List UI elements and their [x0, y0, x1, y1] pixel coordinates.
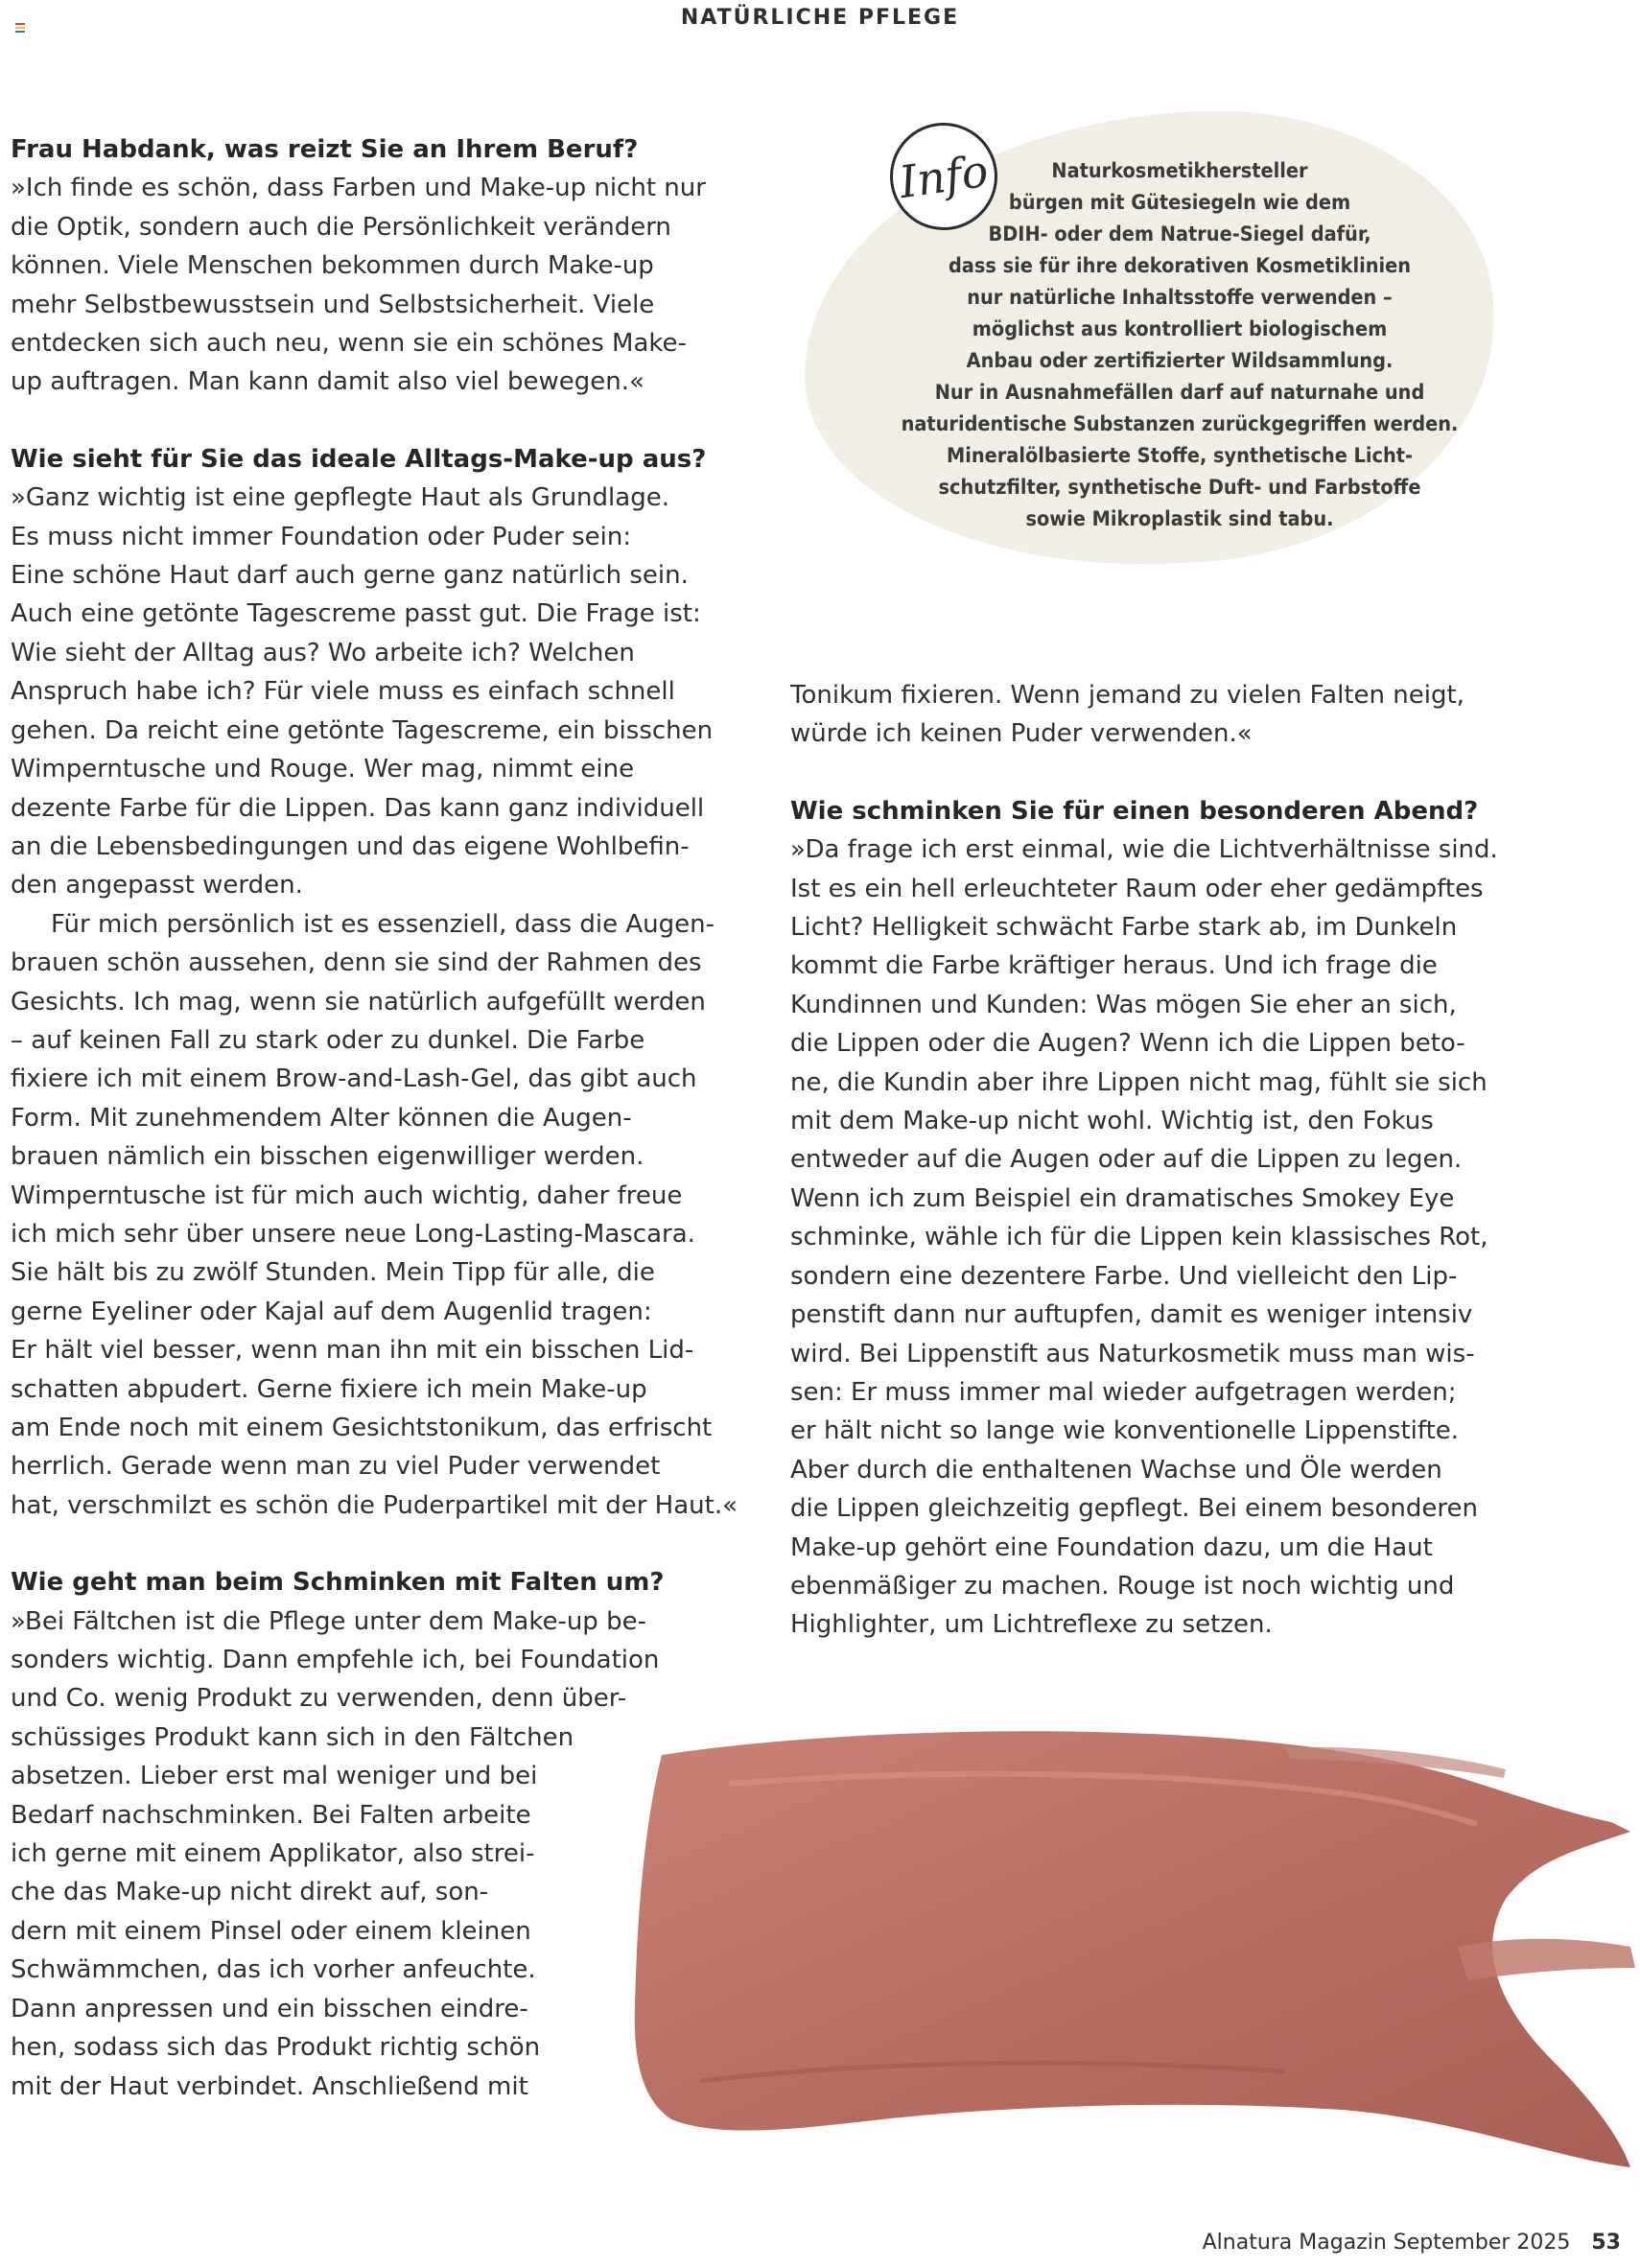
info-line: Nur in Ausnahmefällen darf auf naturnahe und — [934, 381, 1425, 405]
lipstick-swatch — [614, 1717, 1640, 2196]
answer-line: sondern eine dezentere Farbe. Und vielleicht den Lip- — [790, 1261, 1458, 1291]
info-line: naturidentische Substanzen zurückgegriffen werden. — [901, 412, 1459, 436]
answer-line: fixiere ich mit einem Brow-and-Lash-Gel, das gibt auch — [11, 1064, 697, 1094]
answer-line: Gesichts. Ich mag, wenn sie natürlich aufgefüllt werden — [11, 987, 706, 1017]
answer-line: up auftragen. Man kann damit also viel bewegen.« — [11, 367, 644, 397]
right-column — [790, 676, 1519, 1683]
info-line: dass sie für ihre dekorativen Kosmetiklinien — [948, 254, 1412, 278]
answer-line: – auf keinen Fall zu stark oder zu dunkel. Die Farbe — [11, 1025, 645, 1055]
info-line: sowie Mikroplastik sind tabu. — [1025, 507, 1334, 531]
answer-line: »Da frage ich erst einmal, wie die Lichtverhältnisse sind. — [790, 835, 1498, 865]
answer-line: schatten abpudert. Gerne fixiere ich mein Make-up — [11, 1374, 647, 1404]
answer-line: Sie hält bis zu zwölf Stunden. Mein Tipp für alle, die — [11, 1258, 655, 1288]
answer-line: können. Viele Menschen bekommen durch Make-up — [11, 251, 654, 281]
answer-line: entweder auf die Augen oder auf die Lippen zu legen. — [790, 1145, 1463, 1175]
answer-line: ebenmäßiger zu machen. Rouge ist noch wichtig und — [790, 1571, 1455, 1601]
answer-line: dern mit einem Pinsel oder einem kleinen — [11, 1916, 531, 1946]
answer-line: absetzen. Lieber erst mal weniger und bei — [11, 1762, 538, 1791]
info-line: Anbau oder zertifizierter Wildsammlung. — [966, 349, 1394, 373]
answer-line: Wenn ich zum Beispiel ein dramatisches Smokey Eye — [790, 1183, 1455, 1213]
info-badge-icon: Info — [883, 116, 1004, 237]
info-line: möglichst aus kontrolliert biologischem — [972, 317, 1388, 341]
answer-line: sen: Er muss immer mal wieder aufgetragen werden; — [790, 1377, 1457, 1407]
answer-line: che das Make-up nicht direkt auf, son- — [11, 1878, 489, 1907]
qa-block-beruf — [11, 130, 739, 402]
answer-line: Es muss nicht immer Foundation oder Puder sein: — [11, 522, 632, 551]
answer-line: Highlighter, um Lichtreflexe zu setzen. — [790, 1610, 1273, 1640]
swatch-smear-right — [1458, 1939, 1635, 1980]
answer-line: mit dem Make-up nicht wohl. Wichtig ist, den Fokus — [790, 1107, 1434, 1136]
answer-line: Wimperntusche und Rouge. Wer mag, nimmt eine — [11, 755, 635, 784]
answer-line: entdecken sich auch neu, wenn sie ein schönes Make- — [11, 329, 687, 359]
answer-line: Ist es ein hell erleuchteter Raum oder eher gedämpftes — [790, 874, 1484, 903]
answer-line: brauen nämlich ein bisschen eigenwilliger werden. — [11, 1142, 644, 1172]
answer-line: die Lippen oder die Augen? Wenn ich die Lippen beto- — [790, 1029, 1465, 1059]
answer-line: Tonikum fixieren. Wenn jemand zu vielen Falten neigt, — [790, 681, 1464, 710]
answer-line: Aber durch die enthaltenen Wachse und Öle werden — [790, 1455, 1442, 1485]
answer-line: hat, verschmilzt es schön die Puderpartikel mit der Haut.« — [11, 1490, 738, 1520]
question-heading: Wie geht man beim Schminken mit Falten um? — [11, 1568, 665, 1598]
answer-line: er hält nicht so lange wie konventionelle Lippenstifte. — [790, 1416, 1460, 1446]
magazine-title: Alnatura Magazin September 2025 — [1202, 2231, 1571, 2255]
qa-block-abend — [790, 792, 1519, 1645]
answer-line: sonders wichtig. Dann empfehle ich, bei Foundation — [11, 1646, 660, 1675]
page-number: 53 — [1591, 2231, 1621, 2255]
page-footer — [1203, 2231, 1621, 2255]
answer-line: »Ich finde es schön, dass Farben und Make-up nicht nur — [11, 174, 706, 203]
answer-line: wird. Bei Lippenstift aus Naturkosmetik muss man wis- — [790, 1339, 1475, 1368]
info-line: Naturkosmetikhersteller — [1051, 159, 1308, 183]
answer-line: Schwämmchen, das ich vorher anfeuchte. — [11, 1955, 536, 1985]
answer-line: Make-up gehört eine Foundation dazu, um die Haut — [790, 1532, 1433, 1562]
answer-line: und Co. wenig Produkt zu verwenden, denn über- — [11, 1684, 627, 1714]
answer-line: ich gerne mit einem Applikator, also strei- — [11, 1839, 535, 1869]
answer-line: an die Lebensbedingungen und das eigene Wohlbefin- — [11, 831, 690, 861]
menu-bar-blue — [15, 31, 25, 33]
answer-line: mehr Selbstbewusstsein und Selbstsicherheit. Viele — [11, 290, 655, 319]
answer-line: Licht? Helligkeit schwächt Farbe stark ab, im Dunkeln — [790, 913, 1458, 943]
section-label: NATÜRLICHE PFLEGE — [680, 6, 960, 30]
answer-line: mit der Haut verbindet. Anschließend mit — [11, 2071, 528, 2101]
answer-line: ich mich sehr über unsere neue Long-Lasting-Mascara. — [11, 1219, 695, 1249]
answer-line: Anspruch habe ich? Für viele muss es einfach schnell — [11, 677, 675, 707]
answer-line: Dann anpressen und ein bisschen eindre- — [11, 1994, 528, 2023]
answer-line: brauen schön aussehen, denn sie sind der Rahmen des — [11, 948, 702, 978]
answer-line: Für mich persönlich ist es essenziell, dass die Augen- — [51, 909, 715, 939]
answer-line: Form. Mit zunehmendem Alter können die Augen- — [11, 1103, 632, 1133]
qa-block-alltag — [11, 440, 739, 1525]
answer-line: Wie sieht der Alltag aus? Wo arbeite ich? Welchen — [11, 638, 635, 667]
answer-line: hen, sodass sich das Produkt richtig schön — [11, 2033, 541, 2063]
answer-line: würde ich keinen Puder verwenden.« — [790, 719, 1253, 749]
answer-line: die Optik, sondern auch die Persönlichkeit verändern — [11, 212, 671, 242]
answer-line: Auch eine getönte Tagescreme passt gut. Die Frage ist: — [11, 599, 701, 629]
question-heading: Frau Habdank, was reizt Sie an Ihrem Beruf? — [11, 135, 639, 164]
answer-line: Er hält viel besser, wenn man ihn mit ein bisschen Lid- — [11, 1336, 694, 1366]
question-heading: Wie schminken Sie für einen besonderen Abend? — [790, 796, 1479, 826]
answer-line: Eine schöne Haut darf auch gerne ganz natürlich sein. — [11, 561, 689, 591]
answer-line: Wimperntusche ist für mich auch wichtig, daher freue — [11, 1181, 683, 1210]
answer-line: schminke, wähle ich für die Lippen kein klassisches Rot, — [790, 1223, 1488, 1252]
answer-line: »Ganz wichtig ist eine gepflegte Haut als Grundlage. — [11, 483, 669, 513]
info-line: BDIH- oder dem Natrue-Siegel dafür, — [988, 222, 1371, 246]
info-line: Mineralölbasierte Stoffe, synthetische Licht- — [946, 444, 1414, 468]
answer-line: gehen. Da reicht eine getönte Tagescreme, ein bisschen — [11, 715, 714, 745]
answer-line: gerne Eyeliner oder Kajal auf dem Augenlid tragen: — [11, 1297, 652, 1326]
question-heading: Wie sieht für Sie das ideale Alltags-Make-up aus? — [11, 444, 707, 474]
answer-line: dezente Farbe für die Lippen. Das kann ganz individuell — [11, 793, 705, 823]
answer-line: »Bei Fältchen ist die Pflege unter dem Make-up be- — [11, 1606, 646, 1636]
answer-line: die Lippen gleichzeitig gepflegt. Bei einem besonderen — [790, 1494, 1478, 1524]
info-line: schutzfilter, synthetische Duft- und Farbstoffe — [938, 476, 1421, 500]
info-box-text — [863, 155, 1496, 535]
answer-line: herrlich. Gerade wenn man zu viel Puder verwendet — [11, 1452, 661, 1482]
answer-line: schüssiges Produkt kann sich in den Fältchen — [11, 1722, 574, 1752]
answer-line: am Ende noch mit einem Gesichtstonikum, das erfrischt — [11, 1414, 713, 1442]
info-line: bürgen mit Gütesiegeln wie dem — [1008, 191, 1351, 215]
info-line: nur natürliche Inhaltsstoffe verwenden – — [967, 286, 1393, 310]
answer-line: den angepasst werden. — [11, 871, 303, 900]
answer-line: Bedarf nachschminken. Bei Falten arbeite — [11, 1800, 531, 1830]
answer-line: penstift dann nur auftupfen, damit es weniger intensiv — [790, 1300, 1473, 1330]
answer-line: kommt die Farbe kräftiger heraus. Und ich frage die — [790, 951, 1438, 981]
answer-line: Kundinnen und Kunden: Was mögen Sie eher an sich, — [790, 990, 1457, 1019]
continuation-block — [790, 676, 1519, 754]
answer-line: ne, die Kundin aber ihre Lippen nicht mag, fühlt sie sich — [790, 1067, 1488, 1097]
